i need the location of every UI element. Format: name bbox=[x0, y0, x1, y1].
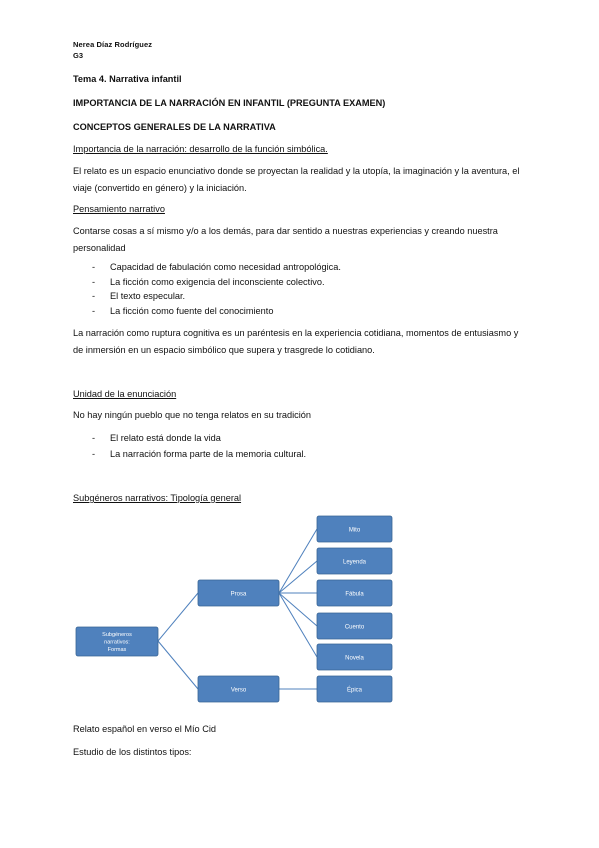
section-title-subgenres: Subgéneros narrativos: Tipología general bbox=[73, 493, 242, 503]
diagram-node-prosa bbox=[198, 580, 279, 606]
diagram-node-novela bbox=[317, 644, 392, 670]
root-line: narrativos: bbox=[104, 639, 130, 646]
diagram-connectors bbox=[158, 529, 317, 689]
connector-root-prosa bbox=[158, 593, 198, 641]
svg-text:Prosa: Prosa bbox=[230, 591, 247, 598]
bullet-marker: - bbox=[92, 291, 96, 301]
root-line: Subgéneros bbox=[102, 632, 132, 638]
heading-importance: IMPORTANCIA DE LA NARRACIÓN EN INFANTIL (PREGUNTA EXAMEN) bbox=[73, 98, 386, 108]
svg-text:Novela: Novela bbox=[345, 655, 364, 662]
topic-title: Tema 4. Narrativa infantil bbox=[73, 74, 182, 84]
paragraph-unity: No hay ningún pueblo que no tenga relatos en su tradición bbox=[73, 410, 312, 420]
connector-prosa-leyenda bbox=[279, 561, 317, 593]
svg-text:Cuento: Cuento bbox=[344, 624, 365, 631]
svg-text:Leyenda: Leyenda bbox=[342, 559, 367, 566]
section-title-thought: Pensamiento narrativo bbox=[73, 204, 165, 214]
svg-text:Fábula: Fábula bbox=[345, 591, 364, 598]
author-name: Nerea Díaz Rodríguez bbox=[73, 40, 153, 49]
svg-text:Verso: Verso bbox=[230, 687, 247, 694]
root-line: Formas bbox=[107, 647, 127, 653]
diagram-node-epica bbox=[317, 676, 392, 702]
paragraph-mio-cid: Relato español en verso el Mío Cid bbox=[73, 724, 216, 734]
bullet-marker: - bbox=[92, 433, 96, 443]
section-title-importance: Importancia de la narración: desarrollo de la función simbólica. bbox=[73, 144, 328, 154]
section-title-unity: Unidad de la enunciación bbox=[73, 389, 177, 399]
diagram-node-cuento bbox=[317, 613, 392, 639]
paragraph-thought: Contarse cosas a sí mismo y/o a los demás, para dar sentido a nuestras experiencias y creando nuestra personalidad bbox=[73, 226, 498, 253]
connector-prosa-novela bbox=[279, 593, 317, 657]
diagram-node-mito bbox=[317, 516, 392, 542]
connector-root-verso bbox=[158, 641, 198, 689]
svg-text:Épica: Épica bbox=[346, 687, 363, 694]
bullet-marker: - bbox=[92, 262, 96, 272]
diagram-node-leyenda bbox=[317, 548, 392, 574]
connector-prosa-mito bbox=[279, 529, 317, 593]
bullet-marker: - bbox=[92, 277, 96, 287]
connector-prosa-cuento bbox=[279, 593, 317, 626]
paragraph-rupture: La narración como ruptura cognitiva es un paréntesis en la experiencia cotidiana, momentos de entusiasmo y de inmersión en un espacio simbólico que supera y trasgrede lo cotidiano. bbox=[73, 328, 519, 355]
svg-text:Mito: Mito bbox=[348, 527, 361, 534]
paragraph-study: Estudio de los distintos tipos: bbox=[73, 747, 192, 757]
diagram-node-root bbox=[76, 627, 158, 656]
heading-concepts: CONCEPTOS GENERALES DE LA NARRATIVA bbox=[73, 122, 276, 132]
diagram-node-fabula bbox=[317, 580, 392, 606]
bullet-marker: - bbox=[92, 306, 96, 316]
paragraph-importance: El relato es un espacio enunciativo donde se proyectan la realidad y la utopía, la imaginación y la aventura, el viaje (convertido en género) y la iniciación. bbox=[73, 166, 520, 193]
diagram-node-verso bbox=[198, 676, 279, 702]
group-label: G3 bbox=[73, 51, 84, 60]
bullet-marker: - bbox=[92, 449, 96, 459]
